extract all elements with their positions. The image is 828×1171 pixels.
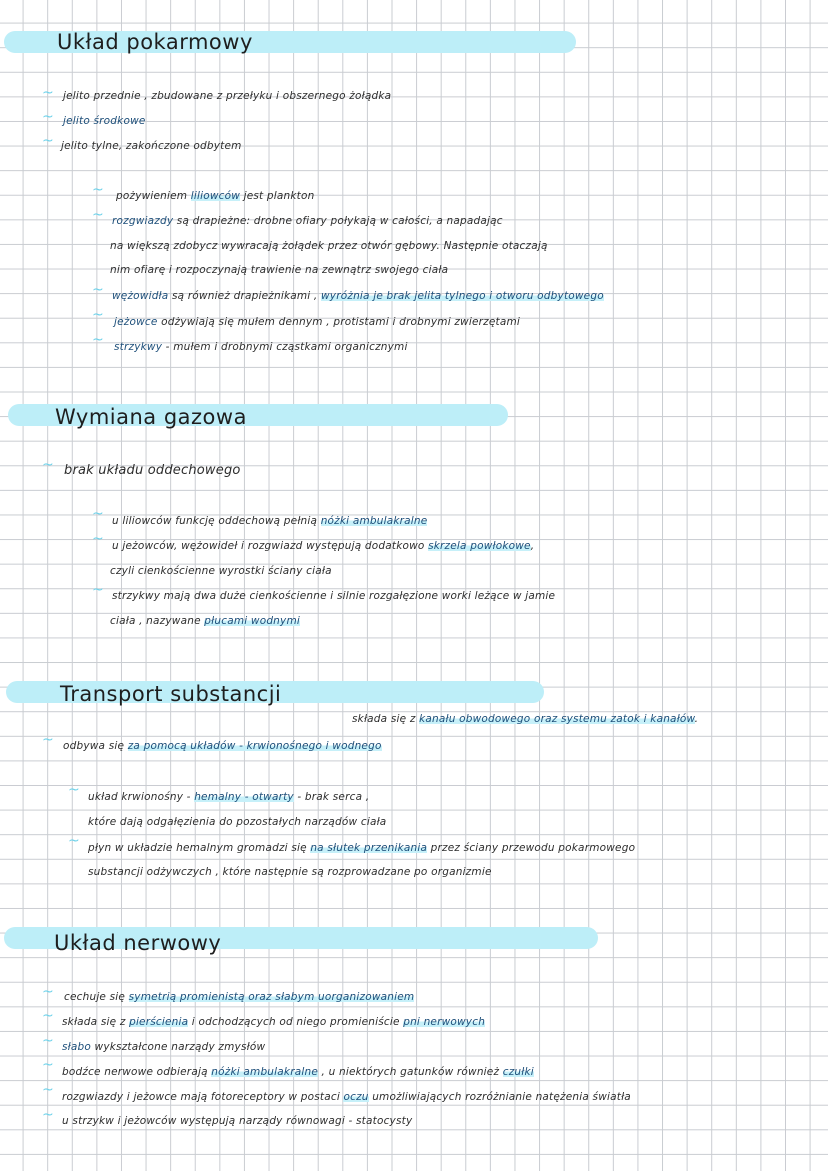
bullet-tilde: ~ (42, 984, 54, 1000)
bullet-tilde: ~ (92, 506, 104, 522)
bullet-tilde: ~ (42, 1008, 54, 1024)
highlight-text: płucami wodnymi (204, 615, 300, 627)
highlight-text: symetrią promienistą oraz słabym uorganizowaniem (128, 991, 415, 1003)
note-line (352, 713, 698, 725)
note-text: wykształcone narządy zmysłów (91, 1041, 266, 1053)
highlight-text: wyróżnia je brak jelita tylnego i otworu odbytowego (321, 290, 604, 302)
note-text: są drapieżne: drobne ofiary połykają w całości, a napadając (173, 215, 503, 227)
bullet-tilde: ~ (92, 531, 104, 547)
highlight-text: na słutek przenikania (310, 842, 428, 854)
highlight-text: hemalny - otwarty (194, 791, 294, 803)
bullet-tilde: ~ (42, 1057, 54, 1073)
highlight-text: pni nerwowych (403, 1016, 486, 1028)
note-line (88, 791, 369, 803)
note-text: cechuje się (64, 991, 129, 1003)
note-text: ciała , nazywane (110, 615, 205, 627)
highlight-text: nóżki ambulakralne (211, 1066, 318, 1078)
note-line (62, 1066, 534, 1078)
note-text: układ krwionośny - (88, 791, 195, 803)
note-line (112, 540, 534, 552)
note-line: u strzykw i jeżowców występują narządy równowagi - statocysty (62, 1115, 413, 1127)
bullet-tilde: ~ (92, 307, 104, 323)
highlight-text: za pomocą układów - krwionośnego i wodnego (127, 740, 382, 752)
note-text: słabo (62, 1041, 92, 1053)
note-line (114, 316, 520, 328)
note-text: - mułem i drobnymi cząstkami organicznymi (162, 341, 408, 353)
note-line (62, 1091, 631, 1103)
note-text: . (694, 713, 699, 725)
bullet-tilde: ~ (42, 732, 54, 748)
bullet-tilde: ~ (42, 457, 54, 473)
note-text: umożliwiających rozróżnianie natężenia światła (368, 1091, 631, 1103)
bullet-tilde: ~ (92, 282, 104, 298)
note-line (62, 1041, 265, 1053)
note-text: rozgwiazdy (112, 215, 174, 227)
note-line (116, 190, 314, 202)
note-line: jelito środkowe (63, 115, 146, 127)
note-line: jelito przednie , zbudowane z przełyku i obszernego żołądka (63, 90, 392, 102)
note-text: - brak serca , (293, 791, 370, 803)
highlight-text: nóżki ambulakralne (320, 515, 428, 527)
highlight-text: liliowców (190, 190, 241, 202)
section-title-digestive: Układ pokarmowy (57, 30, 253, 54)
highlight-text: skrzela powłokowe (428, 540, 531, 552)
note-text: są również drapieżnikami , (168, 290, 322, 302)
section-title-nervous: Układ nerwowy (54, 931, 222, 955)
bullet-tilde: ~ (92, 332, 104, 348)
bullet-tilde: ~ (42, 133, 54, 149)
bullet-tilde: ~ (42, 1033, 54, 1049)
bullet-tilde: ~ (68, 833, 80, 849)
note-line: jelito tylne, zakończone odbytem (61, 140, 242, 152)
note-line (112, 215, 503, 227)
bullet-tilde: ~ (68, 782, 80, 798)
note-text: wężowidła (112, 290, 169, 302)
note-text: składa się z (352, 713, 420, 725)
note-line (64, 991, 414, 1003)
note-line (63, 740, 382, 752)
note-text: bodźce nerwowe odbierają (62, 1066, 212, 1078)
note-text: strzykwy (114, 341, 163, 353)
note-text: rozgwiazdy i jeżowce mają fotoreceptory w postaci (62, 1091, 344, 1103)
bullet-tilde: ~ (42, 109, 54, 125)
note-text: przez ściany przewodu pokarmowego (427, 842, 636, 854)
note-line (114, 341, 408, 353)
bullet-tilde: ~ (92, 582, 104, 598)
bullet-tilde: ~ (42, 85, 54, 101)
bullet-tilde: ~ (42, 1082, 54, 1098)
bullet-tilde: ~ (42, 1107, 54, 1123)
note-line: nim ofiarę i rozpoczynają trawienie na zewnątrz swojego ciała (110, 264, 449, 276)
note-line: strzykwy mają dwa duże cienkościenne i silnie rozgałęzione worki leżące w jamie (112, 590, 556, 602)
note-text: u jeżowców, wężowideł i rozgwiazd występują dodatkowo (112, 540, 429, 552)
bullet-tilde: ~ (92, 207, 104, 223)
note-line: na większą zdobycz wywracają żołądek przez otwór gębowy. Następnie otaczają (110, 240, 548, 252)
section-title-gas-exchange: Wymiana gazowa (55, 405, 247, 429)
note-text: jeżowce (114, 316, 158, 328)
highlight-text: kanału obwodowego oraz systemu zatok i kanałów (419, 713, 695, 725)
note-text: odbywa się (63, 740, 128, 752)
note-text: , u niektórych gatunków również (317, 1066, 503, 1078)
note-line: czyli cienkościenne wyrostki ściany ciała (110, 565, 332, 577)
note-text: płyn w układzie hemalnym gromadzi się (88, 842, 311, 854)
note-line (112, 515, 427, 527)
note-line (110, 615, 300, 627)
note-line: substancji odżywczych , które następnie są rozprowadzane po organizmie (88, 866, 492, 878)
note-line (62, 1016, 485, 1028)
note-line (112, 290, 604, 302)
note-text: jest plankton (240, 190, 315, 202)
note-text: i odchodzących od niego promieniście (188, 1016, 404, 1028)
highlight-text: pierścienia (129, 1016, 189, 1028)
highlight-text: czułki (502, 1066, 534, 1078)
note-line: brak układu oddechowego (64, 463, 241, 478)
note-text: , (530, 540, 535, 552)
note-line (88, 842, 635, 854)
bullet-tilde: ~ (92, 182, 104, 198)
note-text: u liliowców funkcję oddechową pełnią (112, 515, 321, 527)
note-text: pożywieniem (116, 190, 191, 202)
note-line: które dają odgałęzienia do pozostałych narządów ciała (88, 816, 387, 828)
note-text: odżywiają się mułem dennym , protistami i drobnymi zwierzętami (157, 316, 521, 328)
section-title-transport: Transport substancji (60, 682, 282, 706)
highlight-text: oczu (343, 1091, 369, 1103)
note-text: składa się z (62, 1016, 130, 1028)
